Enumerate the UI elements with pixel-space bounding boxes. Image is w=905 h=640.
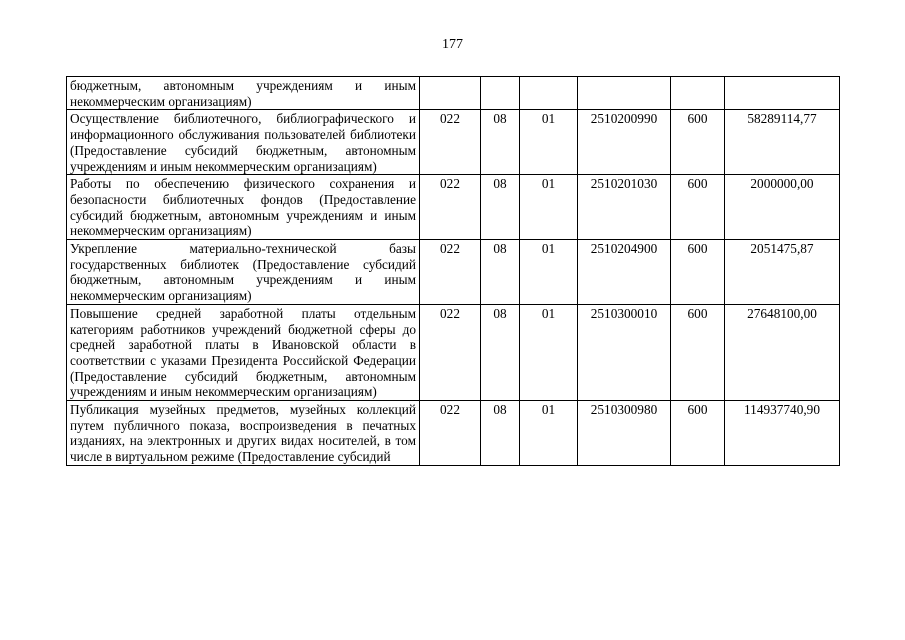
ministry-code: 022 (420, 304, 481, 400)
row-description: Работы по обеспечению физического сохранения и безопасности библиотечных фондов (Предоставление субсидий бюджетным, автономным учреждениям и иным некоммерческим организациям) (67, 175, 420, 240)
target-code: 2510300010 (578, 304, 671, 400)
target-code: 2510204900 (578, 240, 671, 305)
expense-type-code (671, 77, 725, 110)
table-row (67, 401, 840, 466)
table-row (67, 77, 840, 110)
row-description: Укрепление материально-технической базы государственных библиотек (Предоставление субсидий бюджетным, автономным учреждениям и иным некоммерческим организациям) (67, 240, 420, 305)
amount (725, 77, 840, 110)
amount: 27648100,00 (725, 304, 840, 400)
target-code (578, 77, 671, 110)
ministry-code (420, 77, 481, 110)
table-row (67, 304, 840, 400)
section-code: 08 (481, 175, 520, 240)
table-row (67, 175, 840, 240)
expense-type-code: 600 (671, 304, 725, 400)
section-code: 08 (481, 304, 520, 400)
row-description: Повышение средней заработной платы отдельным категориям работников учреждений бюджетной сферы до средней заработной платы в Ивановской области в соответствии с указами Президента Российской Федерации (Предоставление субсидий бюджетным, автономным учреждениям и иным некоммерческим организациям) (67, 304, 420, 400)
subsection-code: 01 (520, 110, 578, 175)
subsection-code: 01 (520, 175, 578, 240)
ministry-code: 022 (420, 175, 481, 240)
subsection-code: 01 (520, 304, 578, 400)
ministry-code: 022 (420, 401, 481, 466)
expense-type-code: 600 (671, 240, 725, 305)
amount: 58289114,77 (725, 110, 840, 175)
page-number: 177 (442, 37, 463, 52)
row-description: Публикация музейных предметов, музейных коллекций путем публичного показа, воспроизведения в печатных изданиях, на электронных и других видах носителей, в том числе в виртуальном режиме (Предоставление субсидий (67, 401, 420, 466)
expense-type-code: 600 (671, 175, 725, 240)
expense-type-code: 600 (671, 401, 725, 466)
section-code: 08 (481, 110, 520, 175)
target-code: 2510201030 (578, 175, 671, 240)
amount: 2000000,00 (725, 175, 840, 240)
row-description: бюджетным, автономным учреждениям и иным некоммерческим организациям) (67, 77, 420, 110)
table-row (67, 240, 840, 305)
amount: 2051475,87 (725, 240, 840, 305)
ministry-code: 022 (420, 110, 481, 175)
ministry-code: 022 (420, 240, 481, 305)
section-code: 08 (481, 401, 520, 466)
subsection-code (520, 77, 578, 110)
target-code: 2510200990 (578, 110, 671, 175)
section-code: 08 (481, 240, 520, 305)
subsection-code: 01 (520, 401, 578, 466)
table-row (67, 110, 840, 175)
amount: 114937740,90 (725, 401, 840, 466)
section-code (481, 77, 520, 110)
target-code: 2510300980 (578, 401, 671, 466)
subsection-code: 01 (520, 240, 578, 305)
expense-type-code: 600 (671, 110, 725, 175)
row-description: Осуществление библиотечного, библиографического и информационного обслуживания пользователей библиотеки (Предоставление субсидий бюджетным, автономным учреждениям и иным некоммерческим организациям) (67, 110, 420, 175)
budget-table (66, 76, 840, 466)
